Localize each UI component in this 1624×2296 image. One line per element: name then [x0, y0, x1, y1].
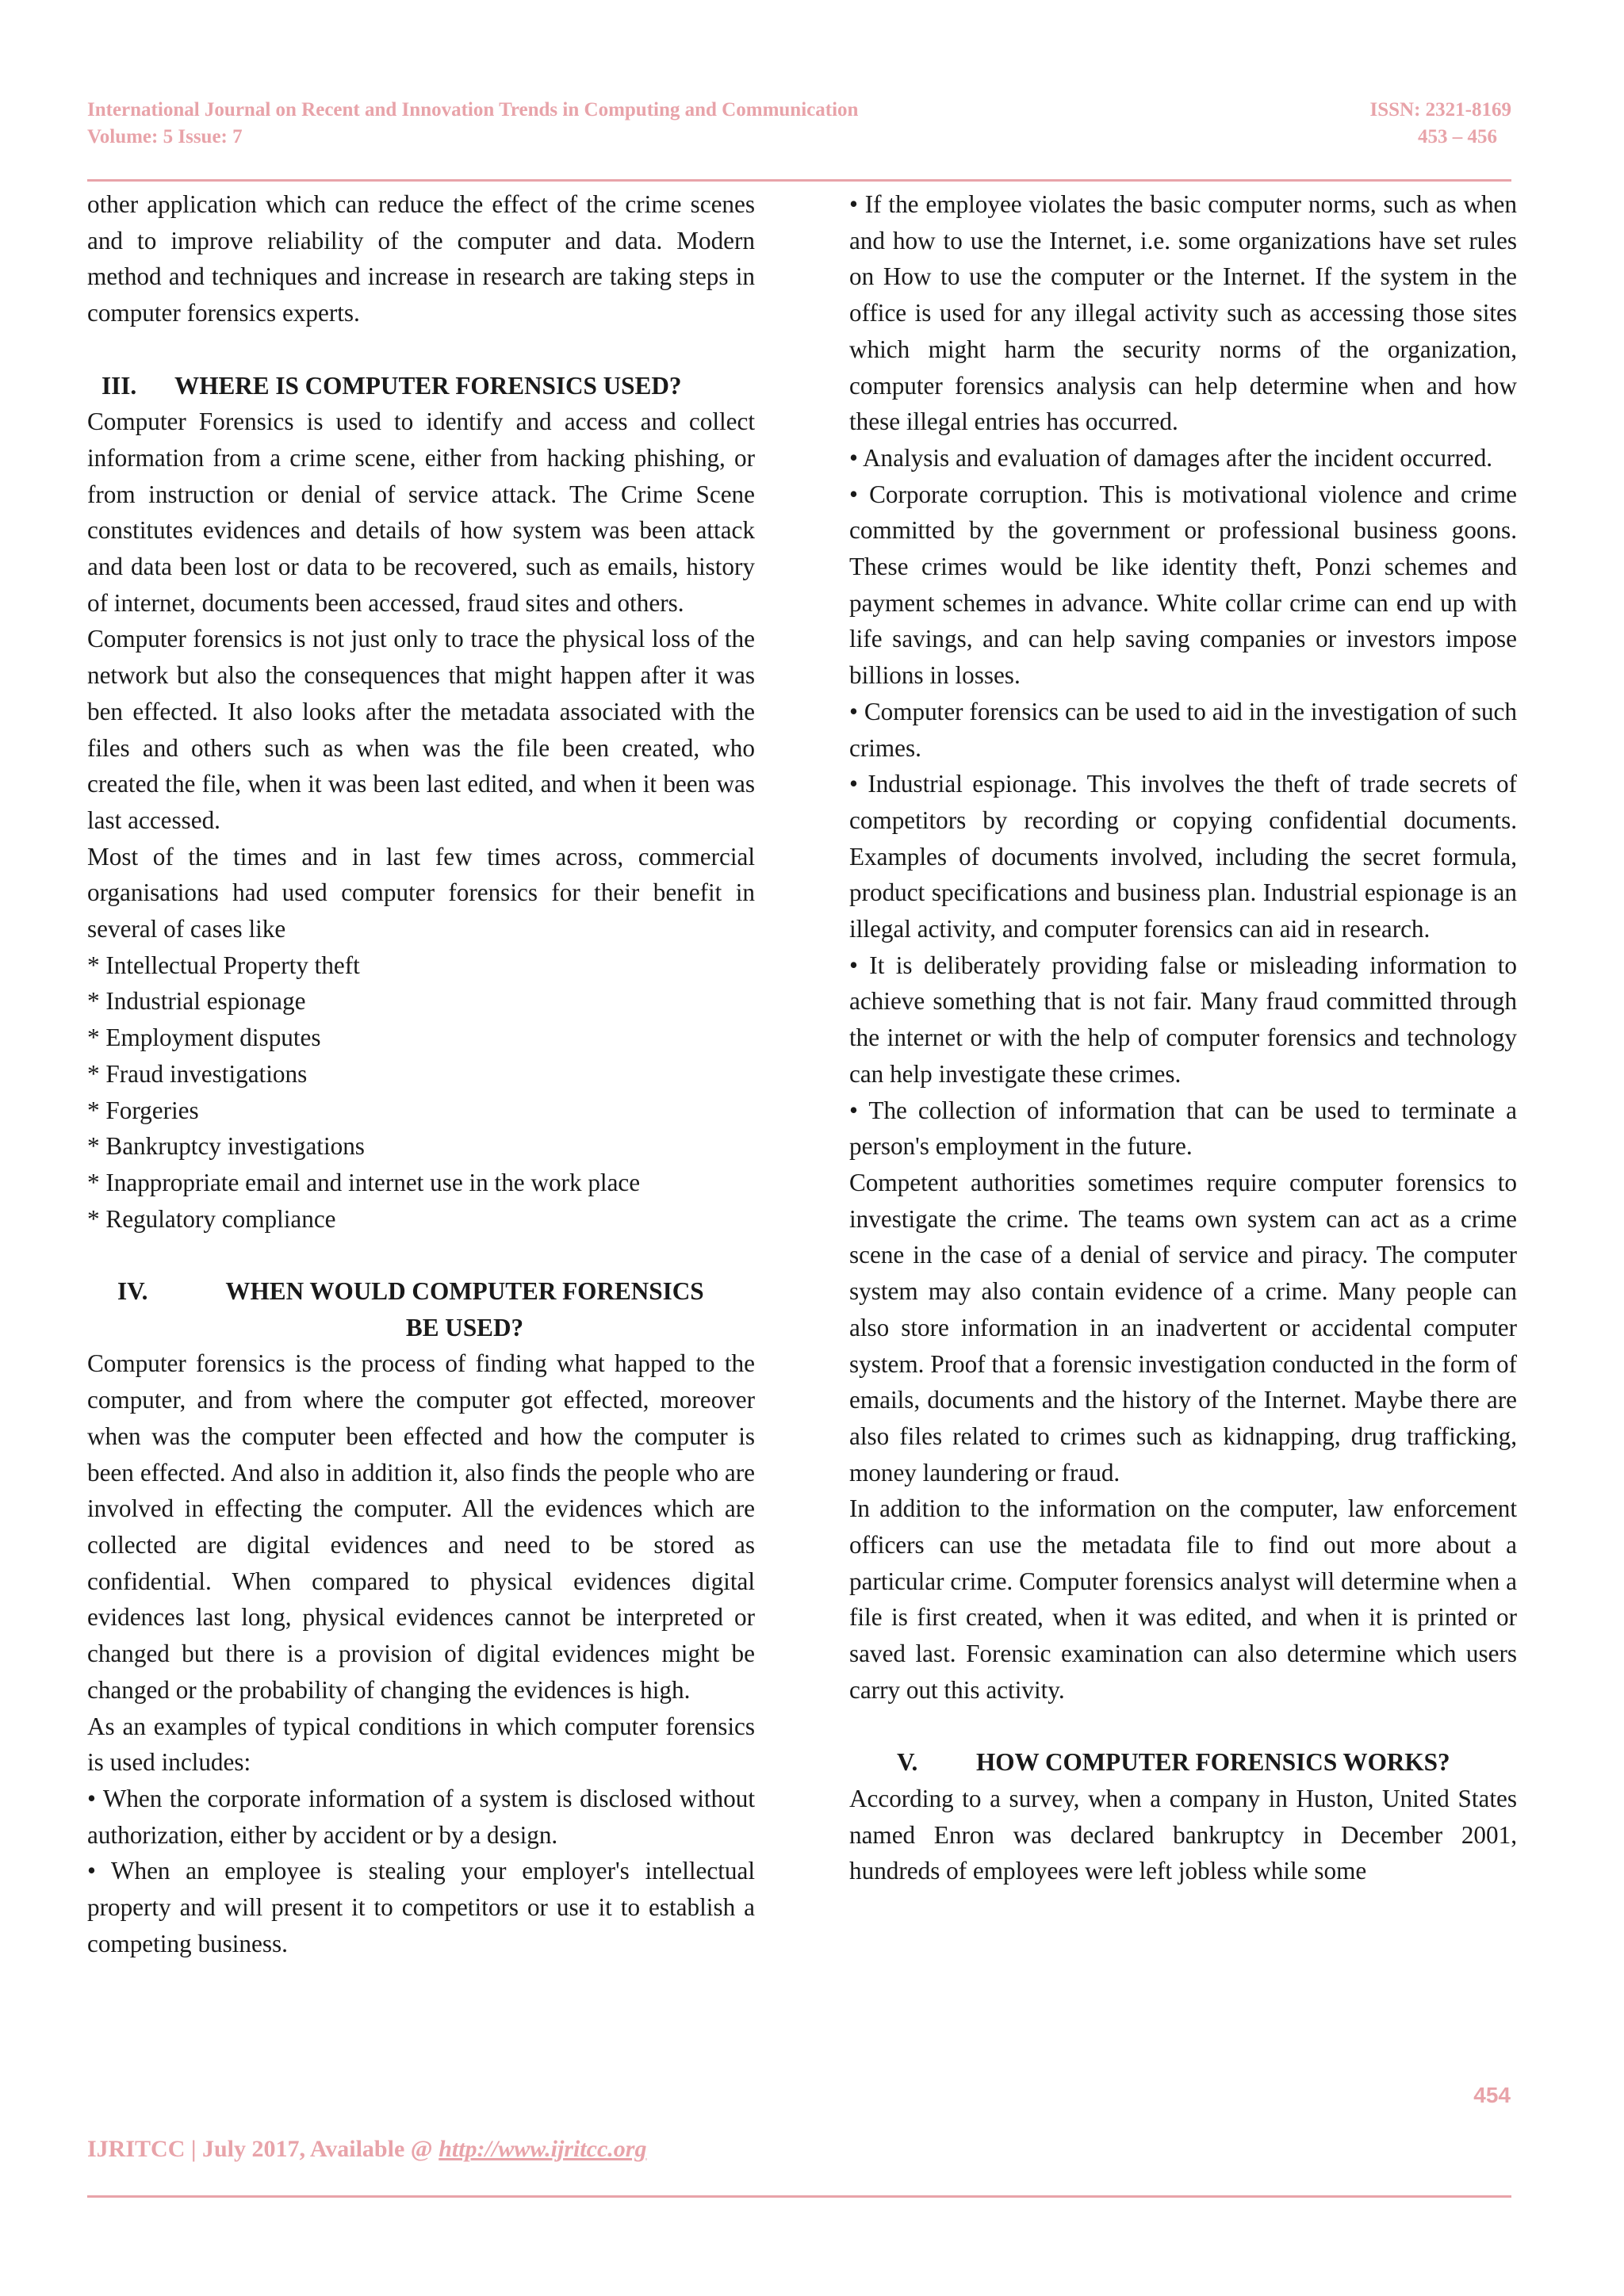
section-4-heading — [87, 1273, 755, 1345]
intro-paragraph: other application which can reduce the effect of the crime scenes and to improve reliability of the computer and data. Modern method and techniques and increase in research are taking steps in computer forensics experts. — [87, 190, 755, 327]
journal-header — [87, 97, 858, 151]
list-item: * Fraud investigations — [87, 1059, 308, 1088]
list-item: * Inappropriate email and internet use in the work place — [87, 1168, 641, 1196]
section-4-title-line-2: BE USED? — [405, 1313, 524, 1341]
footer — [87, 2136, 646, 2163]
bullet-item: • It is deliberately providing false or misleading information to achieve something that is not fair. Many fraud committed through the internet or with the help of computer forensics and technology can help investigate these crimes. — [849, 951, 1517, 1088]
section-3-paragraph-1: Computer Forensics is used to identify and access and collect information from a crime scene, either from hacking phishing, or from instruction or denial of service attack. The Crime Scene constitutes evidences and details of how system was been attack and data been lost or data to be recovered, such as emails, history of internet, documents been accessed, fraud sites and others. — [87, 408, 755, 617]
section-3-number: III. — [102, 371, 137, 400]
bullet-item: • Analysis and evaluation of damages after the incident occurred. — [849, 443, 1493, 472]
list-item: * Forgeries — [87, 1096, 199, 1124]
left-column — [87, 186, 755, 1961]
section-5-heading — [849, 1744, 1517, 1781]
bullet-item: • If the employee violates the basic computer norms, such as when and how to use the Internet, i.e. some organizations have set rules on How to use the computer or the Internet. If the system in the office is used for any illegal activity such as accessing those sites which might harm the security norms of the organization, computer forensics analysis can help determine when and how these illegal entries has occurred. — [849, 190, 1517, 436]
footer-text: IJRITCC | July 2017, Available @ — [87, 2136, 439, 2162]
bullet-item: • When an employee is stealing your employer's intellectual property and will present it to competitors or use it to establish a competing business. — [87, 1857, 755, 1957]
page-number: 454 — [1473, 2083, 1511, 2107]
section-4-paragraph-1: Computer forensics is the process of finding what happed to the computer, and from where the computer got effected, moreover when was the computer been effected and how the computer is been effected. And also in addition it, also finds the people who are involved in effecting the computer. All the evidences which are collected are digital evidences and need to be stored as confidential. When compared to physical evidences digital evidences last long, physical evidences cannot be interpreted or changed but there is a provision of digital evidences might be changed or the probability of changing the evidences is high. — [87, 1349, 755, 1704]
list-item: * Bankruptcy investigations — [87, 1132, 365, 1161]
list-item: * Employment disputes — [87, 1024, 321, 1052]
section-4-number: IV. — [117, 1277, 148, 1306]
section-3-heading — [87, 368, 755, 404]
section-5-number: V. — [897, 1748, 918, 1777]
bullet-item: • The collection of information that can be used to terminate a person's employment in the future. — [849, 1096, 1517, 1161]
section-5-title: HOW COMPUTER FORENSICS WORKS? — [976, 1748, 1450, 1777]
journal-volume: Volume: 5 Issue: 7 — [87, 126, 243, 147]
section-3-paragraph-2: Computer forensics is not just only to trace the physical loss of the network but also the consequences that might happen after it was ben effected. It also looks after the metadata associated with the files and others such as when was the file been created, who created the file, when it was been last edited, and when it been was last accessed. — [87, 625, 755, 834]
issn: ISSN: 2321-8169 — [1369, 99, 1511, 121]
list-item: * Regulatory compliance — [87, 1204, 336, 1233]
authorities-paragraph: Competent authorities sometimes require computer forensics to investigate the crime. The teams own system can act as a crime scene in the case of a denial of service and piracy. The computer system may also contain evidence of a crime. Many people can also store information in an inadvertent or accidental computer system. Proof that a forensic investigation conducted in the form of emails, documents and the history of the Internet. Maybe there are also files related to crimes such as kidnapping, drug trafficking, money laundering or fraud. — [849, 1168, 1517, 1487]
bullet-item: • When the corporate information of a system is disclosed without authorization, either by accident or by a design. — [87, 1784, 755, 1849]
section-4-title-line-1: WHEN WOULD COMPUTER FORENSICS — [225, 1277, 704, 1306]
section-3-paragraph-3: Most of the times and in last few times across, commercial organisations had used computer forensics for their benefit in several of cases like — [87, 842, 755, 943]
footer-rule — [87, 2195, 1511, 2198]
bullet-item: • Computer forensics can be used to aid in the investigation of such crimes. — [849, 697, 1517, 762]
section-4-paragraph-2: As an examples of typical conditions in which computer forensics is used includes: — [87, 1712, 755, 1777]
list-item: * Intellectual Property theft — [87, 951, 360, 979]
journal-title: International Journal on Recent and Innovation Trends in Computing and Communication — [87, 99, 859, 121]
footer-link[interactable]: http://www.ijritcc.org — [439, 2136, 647, 2162]
right-column — [849, 186, 1517, 1889]
section-5-paragraph-1: According to a survey, when a company in Huston, United States named Enron was declared bankruptcy in December 2001, hundreds of employees were left jobless while some — [849, 1784, 1517, 1885]
bullet-item: • Industrial espionage. This involves the theft of trade secrets of competitors by recording or copying confidential documents. Examples of documents involved, including the secret formula, product specifications and business plan. Industrial espionage is an illegal activity, and computer forensics can aid in research. — [849, 770, 1517, 943]
section-3-title: WHERE IS COMPUTER FORENSICS USED? — [174, 371, 682, 400]
bullet-item: • Corporate corruption. This is motivational violence and crime committed by the government or professional business goons. These crimes would be like identity theft, Ponzi schemes and payment schemes in advance. White collar crime can end up with life savings, and can help saving companies or investors impose billions in losses. — [849, 480, 1517, 690]
metadata-paragraph: In addition to the information on the computer, law enforcement officers can use the metadata file to find out more about a particular crime. Computer forensics analyst will determine when a file is first created, when it was edited, and when it is printed or saved last. Forensic examination can also determine which users carry out this activity. — [849, 1494, 1517, 1704]
header-rule — [87, 179, 1511, 182]
issn-header — [1370, 97, 1512, 151]
list-item: * Industrial espionage — [87, 987, 306, 1016]
page-range: 453 – 456 — [1418, 126, 1497, 147]
